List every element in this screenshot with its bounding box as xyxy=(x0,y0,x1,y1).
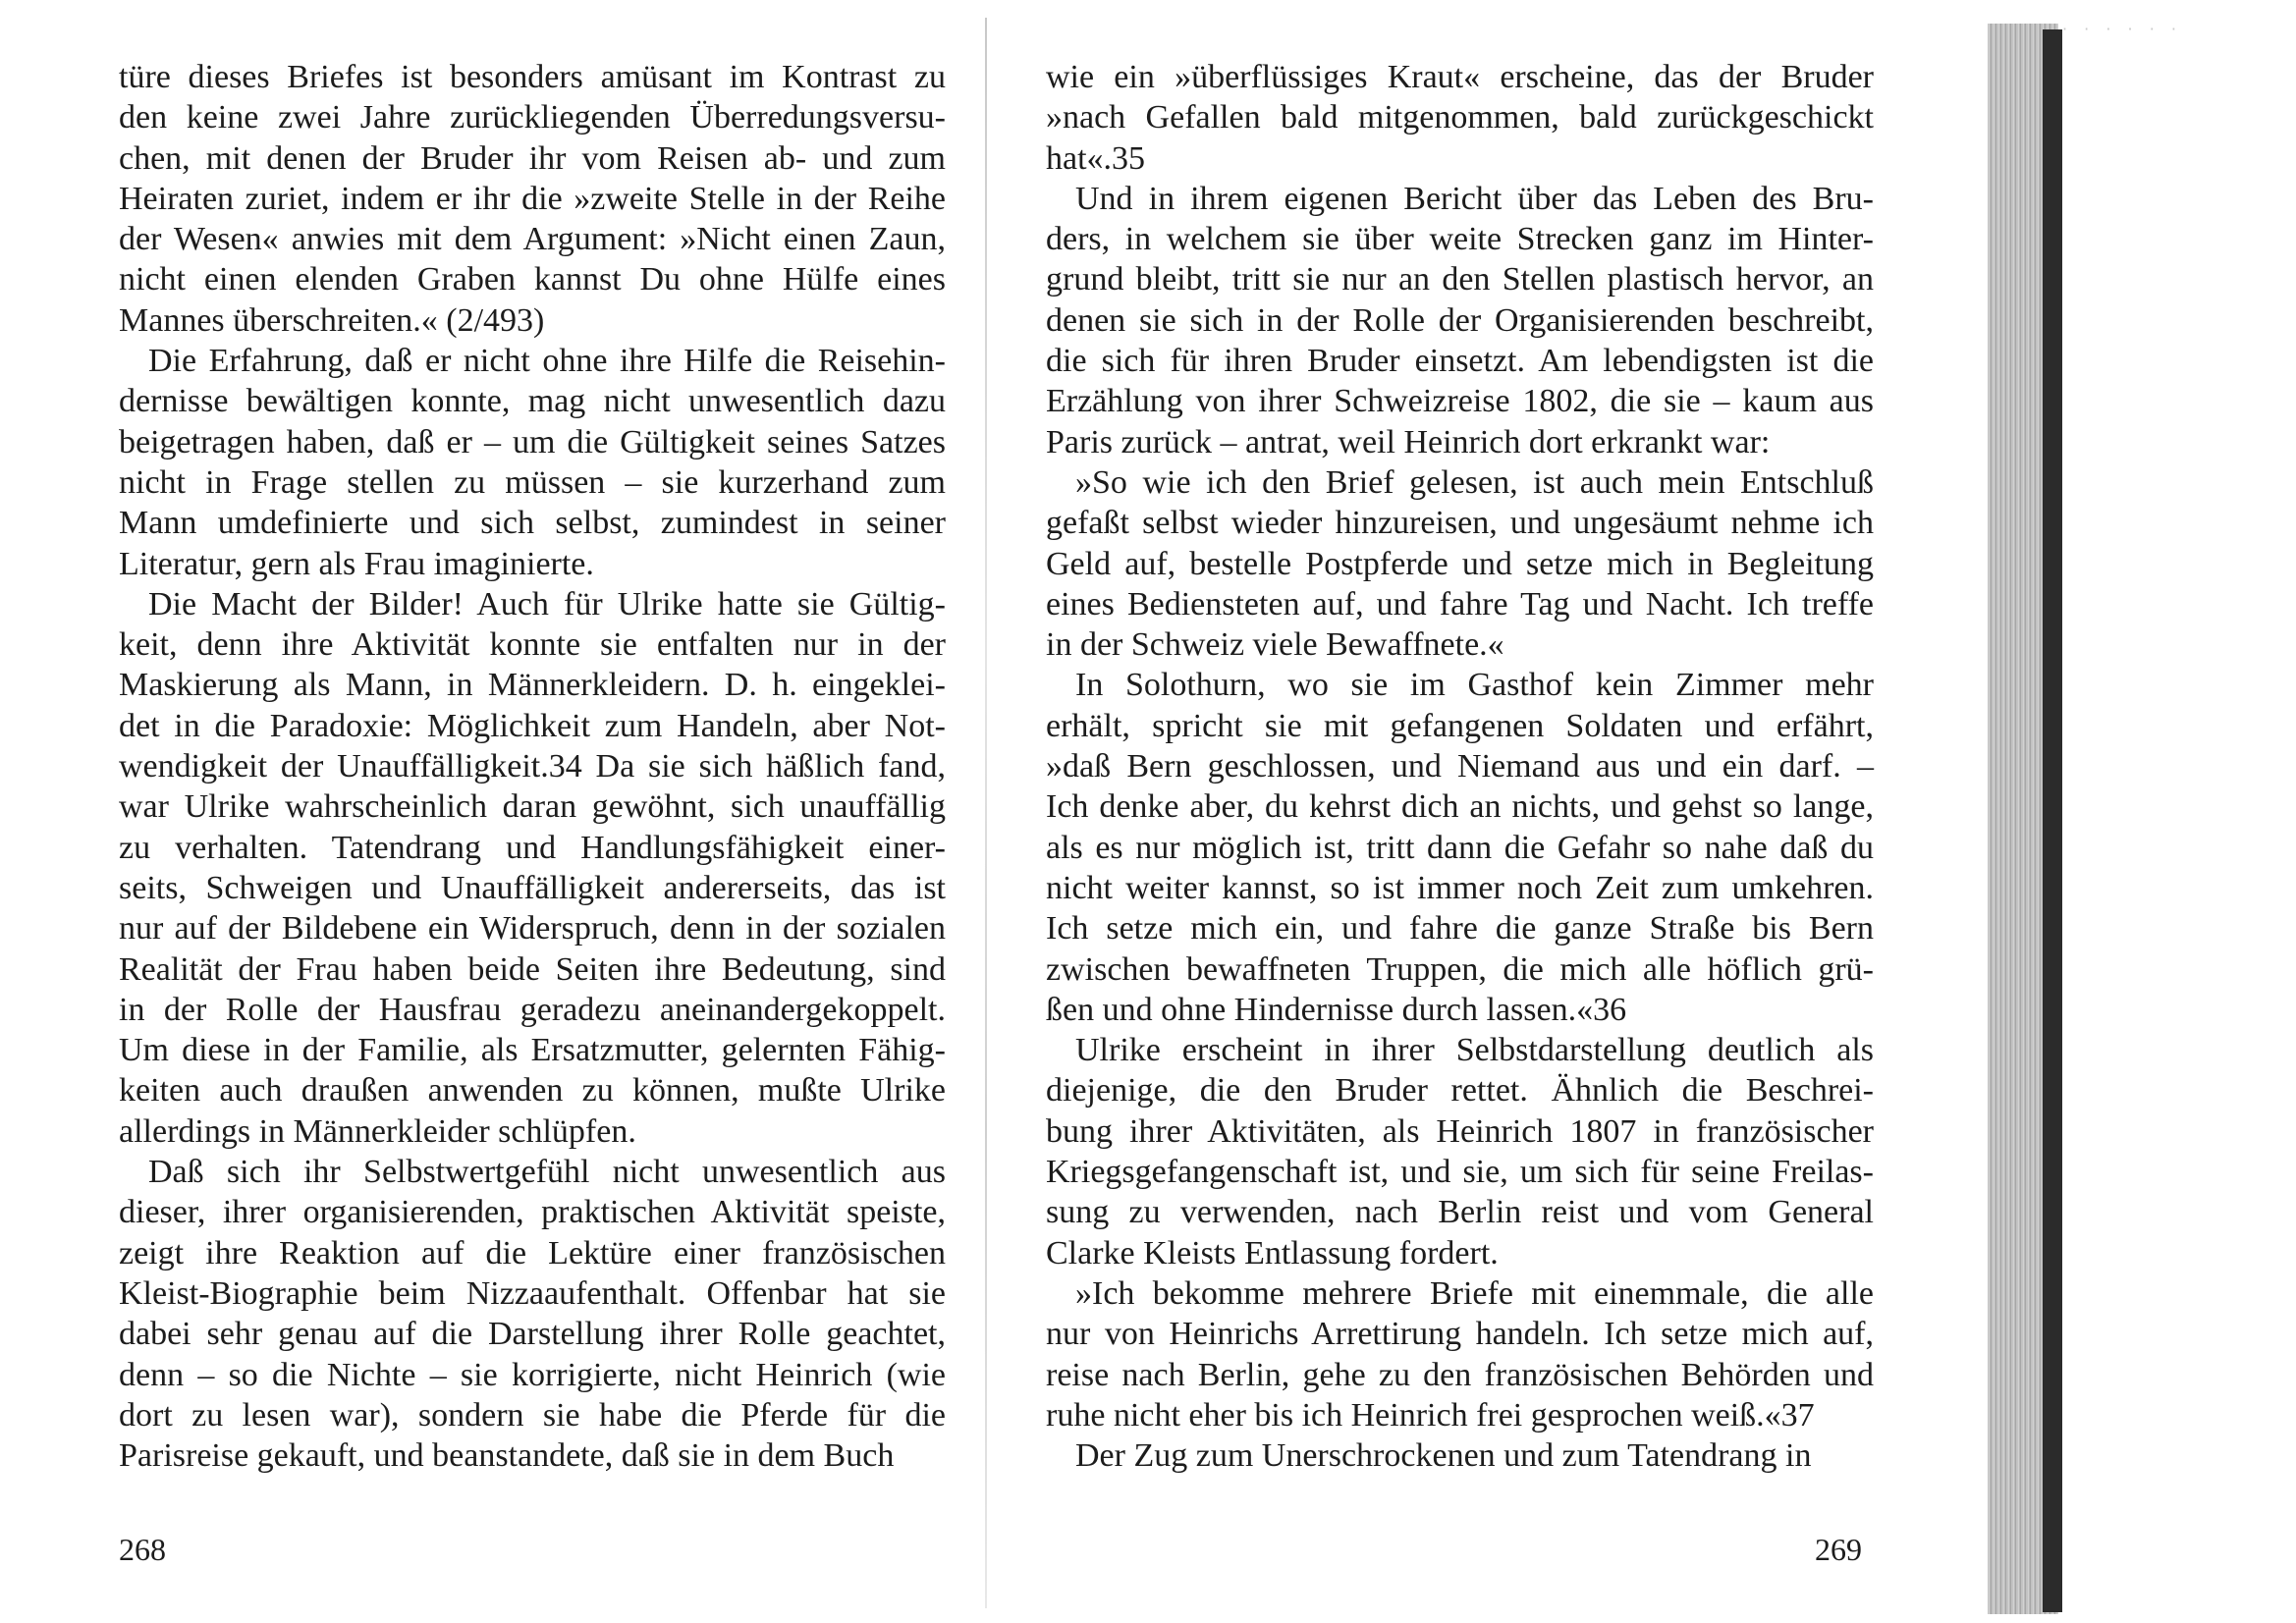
text-line: nicht in Frage stellen zu müssen – sie kurzerhand zum xyxy=(119,463,946,501)
text-line: türe dieses Briefes ist besonders amüsant im Kontrast zu xyxy=(119,59,946,95)
text-line: Die Macht der Bilder! Auch für Ulrike hatte sie Gültig- xyxy=(148,585,946,622)
text-line: denen sie sich in der Rolle der Organisierenden beschreibt, xyxy=(1046,301,1874,339)
text-line: wie ein »überflüssiges Kraut« erscheine, das der Bruder xyxy=(1046,59,1874,95)
text-line: Ich setze mich ein, und fahre die ganze Straße bis Bern xyxy=(1046,910,1874,947)
left-page xyxy=(0,0,982,1623)
text-line: Literatur, gern als Frau imaginierte. xyxy=(119,545,594,582)
right-page-number: 269 xyxy=(1815,1532,1862,1567)
text-line: eines Bediensteten auf, und fahre Tag und Nacht. Ich treffe xyxy=(1046,585,1874,622)
text-line: dabei sehr genau auf die Darstellung ihrer Rolle geachtet, xyxy=(119,1316,946,1353)
text-line: nur von Heinrichs Arrettirung handeln. Ich setze mich auf, xyxy=(1046,1316,1874,1353)
text-line: allerdings in Männerkleider schlüpfen. xyxy=(119,1112,636,1150)
text-line: Und in ihrem eigenen Bericht über das Leben des Bru- xyxy=(1075,180,1874,217)
text-line: Ulrike erscheint in ihrer Selbstdarstellung deutlich als xyxy=(1075,1032,1874,1069)
text-line: Erzählung von ihrer Schweizreise 1802, die sie – kaum aus xyxy=(1046,383,1874,420)
text-line: In Solothurn, wo sie im Gasthof kein Zimmer mehr xyxy=(1075,667,1874,704)
text-line: Mann umdefinierte und sich selbst, zumindest in seiner xyxy=(119,505,946,542)
text-line: Maskierung als Mann, in Männerkleidern. D. h. eingeklei- xyxy=(119,667,946,704)
text-line: Ich denke aber, du kehrst dich an nichts, und gehst so lange, xyxy=(1046,788,1874,826)
scan-noise: · · · · · · xyxy=(2062,20,2182,38)
right-page xyxy=(992,0,1974,1623)
left-page-text xyxy=(119,57,946,1476)
text-line: ßen und ohne Hindernisse durch lassen.«36 xyxy=(1046,991,1627,1028)
text-line: zeigt ihre Reaktion auf die Lektüre einer französischen xyxy=(119,1234,946,1271)
text-line: Die Erfahrung, daß er nicht ohne ihre Hilfe die Reisehin- xyxy=(148,343,946,380)
text-line: chen, mit denen der Bruder ihr vom Reisen ab- und zum xyxy=(119,139,946,177)
text-line: Um diese in der Familie, als Ersatzmutter, gelernten Fähig- xyxy=(119,1032,946,1069)
text-line: det in die Paradoxie: Möglichkeit zum Handeln, aber Not- xyxy=(119,707,946,744)
text-line: Kleist-Biographie beim Nizzaaufenthalt. Offenbar hat sie xyxy=(119,1274,946,1312)
left-page-number: 268 xyxy=(119,1532,166,1567)
text-line: nur auf der Bildebene ein Widerspruch, denn in der sozialen xyxy=(119,910,946,947)
text-line: Heiraten zuriet, indem er ihr die »zweite Stelle in der Reihe xyxy=(119,180,946,217)
text-line: denn – so die Nichte – sie korrigierte, nicht Heinrich (wie xyxy=(119,1356,946,1393)
text-line: »nach Gefallen bald mitgenommen, bald zurückgeschickt xyxy=(1046,99,1874,136)
text-line: dieser, ihrer organisierenden, praktischen Aktivität speiste, xyxy=(119,1194,946,1231)
text-line: keit, denn ihre Aktivität konnte sie entfalten nur in der xyxy=(119,626,946,664)
text-line: Kriegsgefangenschaft ist, und sie, um sich für seine Freilas- xyxy=(1046,1154,1874,1191)
text-line: keiten auch draußen anwenden zu können, mußte Ulrike xyxy=(119,1072,946,1109)
text-line: der Wesen« anwies mit dem Argument: »Nicht einen Zaun, xyxy=(119,221,946,258)
book-gutter xyxy=(985,18,987,1608)
text-line: Paris zurück – antrat, weil Heinrich dort erkrankt war: xyxy=(1046,423,1771,460)
text-line: in der Schweiz viele Bewaffnete.« xyxy=(1046,626,1504,664)
text-line: Geld auf, bestelle Postpferde und setze mich in Begleitung xyxy=(1046,545,1874,582)
text-line: die sich für ihren Bruder einsetzt. Am lebendigsten ist die xyxy=(1046,343,1874,380)
text-line: zwischen bewaffneten Truppen, die mich alle höflich grü- xyxy=(1046,950,1874,988)
text-line: Realität der Frau haben beide Seiten ihre Bedeutung, sind xyxy=(119,950,946,988)
text-line: als es nur möglich ist, tritt dann die Gefahr so nahe daß du xyxy=(1046,829,1874,866)
text-line: sung zu verwenden, nach Berlin reist und vom General xyxy=(1046,1194,1874,1231)
text-line: gefaßt selbst wieder hinzureisen, und ungesäumt nehme ich xyxy=(1046,505,1874,542)
text-line: ders, in welchem sie über weite Strecken ganz im Hinter- xyxy=(1046,221,1874,258)
text-line: dernisse bewältigen konnte, mag nicht unwesentlich dazu xyxy=(119,383,946,420)
text-line: Daß sich ihr Selbstwertgefühl nicht unwesentlich aus xyxy=(148,1154,946,1191)
text-line: zu verhalten. Tatendrang und Handlungsfähigkeit einer- xyxy=(119,829,946,866)
text-line: »So wie ich den Brief gelesen, ist auch mein Entschluß xyxy=(1075,463,1874,501)
text-line: grund bleibt, tritt sie nur an den Stellen plastisch hervor, an xyxy=(1046,261,1874,298)
text-line: seits, Schweigen und Unauffälligkeit andererseits, das ist xyxy=(119,869,946,906)
text-line: wendigkeit der Unauffälligkeit.34 Da sie sich häßlich fand, xyxy=(119,748,946,785)
text-line: den keine zwei Jahre zurückliegenden Überredungsversu- xyxy=(119,99,946,136)
text-line: in der Rolle der Hausfrau geradezu aneinandergekoppelt. xyxy=(119,991,946,1028)
text-line: ruhe nicht eher bis ich Heinrich frei gesprochen weiß.«37 xyxy=(1046,1396,1815,1434)
text-line: diejenige, die den Bruder rettet. Ähnlich die Beschrei- xyxy=(1046,1072,1874,1109)
book-edge-dark-band xyxy=(2043,29,2062,1612)
text-line: dort zu lesen war), sondern sie habe die Pferde für die xyxy=(119,1396,946,1434)
text-line: Der Zug zum Unerschrockenen und zum Tatendrang in xyxy=(1075,1437,1812,1475)
text-line: war Ulrike wahrscheinlich daran gewöhnt, sich unauffällig xyxy=(119,788,946,826)
right-page-text xyxy=(1046,57,1874,1476)
text-line: nicht weiter kannst, so ist immer noch Zeit zum umkehren. xyxy=(1046,869,1874,906)
text-line: »Ich bekomme mehrere Briefe mit einemmale, die alle xyxy=(1075,1274,1874,1312)
text-line: reise nach Berlin, gehe zu den französischen Behörden und xyxy=(1046,1356,1874,1393)
text-line: nicht einen elenden Graben kannst Du ohne Hülfe eines xyxy=(119,261,946,298)
text-line: Mannes überschreiten.« (2/493) xyxy=(119,301,545,339)
text-line: »daß Bern geschlossen, und Niemand aus und ein darf. – xyxy=(1046,748,1874,785)
text-line: erhält, spricht sie mit gefangenen Soldaten und erfährt, xyxy=(1046,707,1874,744)
text-line: bung ihrer Aktivitäten, als Heinrich 1807 in französischer xyxy=(1046,1112,1874,1150)
text-line: Parisreise gekauft, und beanstandete, daß sie in dem Buch xyxy=(119,1437,895,1475)
text-line: Clarke Kleists Entlassung fordert. xyxy=(1046,1234,1499,1271)
text-line: hat«.35 xyxy=(1046,139,1146,177)
text-line: beigetragen haben, daß er – um die Gültigkeit seines Satzes xyxy=(119,423,946,460)
